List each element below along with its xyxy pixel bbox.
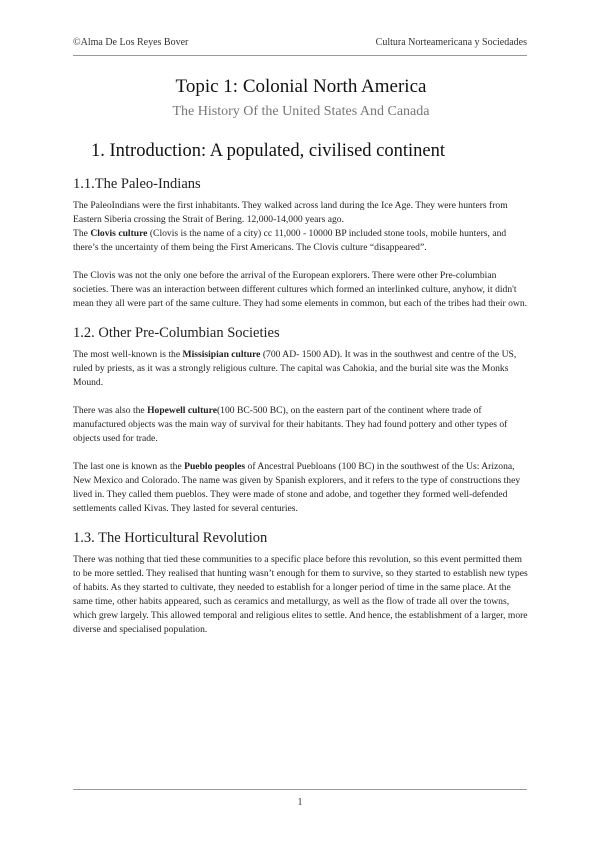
header-author: ©Alma De Los Reyes Bover [73, 37, 189, 48]
bold-term: Clovis culture [90, 228, 148, 239]
paragraph: There was nothing that tied these communities to a specific place before this revolution, so this event permitted them to be more settled. They realised that hunting wasn’t enough for them to survive, so they started to establish new types of habits. As they started to cultivate, they needed to establish for a longer period of time in the same place. At the same time, other habits appeared, such as ceramics and metallurgy, as well as the flow of trade all over the towns, which grew largely. This allowed temporal and religious elites to settle. And hence, the establishment of a larger, more diverse and specialised population. [73, 554, 528, 635]
page-number: 1 [297, 797, 303, 808]
bold-term: Hopewell culture [147, 405, 217, 416]
paragraph: The Clovis culture (Clovis is the name of a city) cc 11,000 - 10000 BP included stone tools, mobile hunters, and there’s the uncertainty of them being the First Americans. The Clovis culture “disappeared”. [73, 228, 507, 253]
document-subtitle: The History Of the United States And Canada [172, 104, 430, 119]
subsection-heading-pre-columbian: 1.2. Other Pre-Columbian Societies [73, 325, 280, 341]
bold-term: Missisipian culture [182, 349, 261, 360]
footer-divider [73, 789, 527, 790]
page-content [73, 74, 529, 637]
subsection-heading-horticultural: 1.3. The Horticultural Revolution [73, 530, 268, 546]
section-heading-introduction: 1. Introduction: A populated, civilised continent [91, 141, 446, 161]
header-divider [73, 55, 527, 56]
header-course: Cultura Norteamericana y Sociedades [375, 37, 527, 48]
paragraph: The PaleoIndians were the first inhabitants. They walked across land during the Ice Age. They were hunters from Eastern Siberia crossing the Strait of Bering. 12,000-14,000 years ago. [73, 200, 508, 225]
page-header [73, 37, 527, 48]
paragraph: The most well-known is the Missisipian culture (700 AD- 1500 AD). It was in the southwest and centre of the US, ruled by priests, as it was a strongly religious culture. The capital was Cahokia, and the burial site was the Monks Mound. [73, 349, 517, 388]
bold-term: Pueblo peoples [184, 461, 246, 472]
paragraph: There was also the Hopewell culture(100 BC-500 BC), on the eastern part of the continent where trade of manufactured objects was the main way of survival for their habitants. They had found pottery and other types of objects used for trade. [73, 405, 508, 444]
document-title: Topic 1: Colonial North America [175, 76, 427, 97]
paragraph: The last one is known as the Pueblo peoples of Ancestral Puebloans (100 BC) in the southwest of the Us: Arizona, New Mexico and Colorado. The name was given by Spanish explorers, and it refers to the type of constructions they lived in. They called them pueblos. They were made of stone and adobe, and together they formed well-defended settlements called Kivas. They lasted for several centuries. [73, 461, 521, 514]
subsection-heading-paleo-indians: 1.1.The Paleo-Indians [73, 176, 201, 192]
paragraph: The Clovis was not the only one before the arrival of the European explorers. There were other Pre-columbian societies. There was an interaction between different cultures which formed an interlinked culture, anyhow, it didn't mean they all were part of the same culture. They had some elements in common, but each of the tribes had their own. [73, 270, 528, 309]
